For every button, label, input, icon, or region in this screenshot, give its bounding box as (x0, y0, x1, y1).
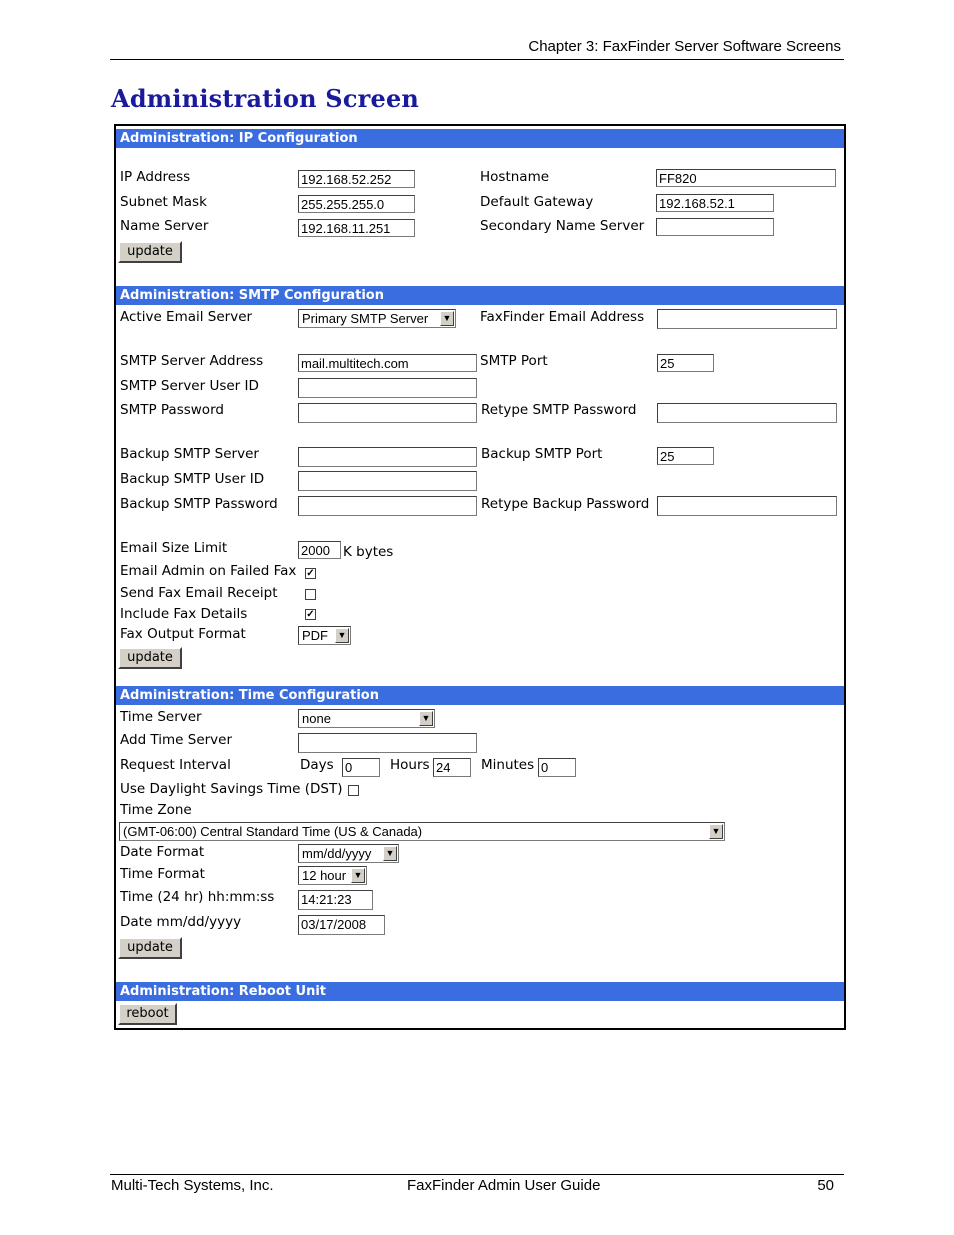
chevron-down-icon: ▼ (419, 711, 433, 726)
faxfinder-email-input[interactable] (657, 309, 837, 329)
hours-input[interactable]: 24 (433, 758, 471, 777)
subnet-mask-input[interactable]: 255.255.255.0 (298, 195, 415, 213)
active-email-server-value: Primary SMTP Server (302, 311, 429, 326)
smtp-user-id-input[interactable] (298, 378, 477, 398)
backup-smtp-password-label: Backup SMTP Password (120, 496, 278, 512)
time-server-value: none (302, 711, 331, 726)
fax-output-format-value: PDF (302, 628, 328, 643)
add-time-server-label: Add Time Server (120, 732, 233, 748)
date-format-label: Date Format (120, 844, 205, 860)
chevron-down-icon: ▼ (440, 311, 454, 326)
footer-page-number: 50 (817, 1177, 834, 1194)
backup-smtp-user-id-input[interactable] (298, 471, 477, 491)
name-server-input[interactable]: 192.168.11.251 (298, 219, 415, 237)
backup-smtp-port-input[interactable]: 25 (657, 447, 714, 465)
time-format-value: 12 hour (302, 868, 347, 883)
date-format-value: mm/dd/yyyy (302, 846, 372, 861)
backup-smtp-server-input[interactable] (298, 447, 477, 467)
default-gateway-input[interactable]: 192.168.52.1 (656, 194, 774, 212)
send-fax-receipt-checkbox[interactable] (305, 589, 316, 600)
date-format-select[interactable] (298, 844, 399, 863)
email-size-limit-input[interactable]: 2000 (298, 541, 341, 559)
fax-output-format-label: Fax Output Format (120, 626, 246, 642)
email-size-unit: K bytes (343, 544, 394, 560)
smtp-port-input[interactable]: 25 (657, 354, 714, 372)
secondary-name-server-input[interactable] (656, 218, 774, 236)
request-interval-label: Request Interval (120, 757, 231, 773)
active-email-server-label: Active Email Server (120, 309, 253, 325)
footer-company: Multi-Tech Systems, Inc. (111, 1177, 274, 1194)
backup-smtp-user-id-label: Backup SMTP User ID (120, 471, 265, 487)
fax-output-format-select[interactable] (298, 626, 351, 645)
days-label: Days (300, 757, 334, 773)
smtp-user-id-label: SMTP Server User ID (120, 378, 259, 394)
ip-address-input[interactable]: 192.168.52.252 (298, 170, 415, 188)
backup-smtp-server-label: Backup SMTP Server (120, 446, 259, 462)
reboot-bar: Administration: Reboot Unit (116, 982, 844, 1001)
time-update-button[interactable]: update (118, 937, 182, 959)
time-zone-label: Time Zone (120, 802, 192, 818)
footer-guide: FaxFinder Admin User Guide (407, 1177, 601, 1194)
smtp-password-label: SMTP Password (120, 402, 224, 418)
time-format-select[interactable] (298, 866, 367, 885)
time-config-bar: Administration: Time Configuration (116, 686, 844, 705)
footer-rule (110, 1174, 844, 1175)
time-server-select[interactable] (298, 709, 435, 728)
ip-address-label: IP Address (120, 169, 191, 185)
active-email-server-select[interactable] (298, 309, 456, 328)
chevron-down-icon: ▼ (335, 628, 349, 643)
minutes-input[interactable]: 0 (538, 758, 576, 777)
chevron-down-icon: ▼ (351, 868, 365, 883)
faxfinder-email-label: FaxFinder Email Address (480, 309, 645, 325)
dst-checkbox[interactable] (348, 785, 359, 796)
time-server-label: Time Server (120, 709, 202, 725)
subnet-mask-label: Subnet Mask (120, 194, 207, 210)
ip-update-button[interactable]: update (118, 241, 182, 263)
time-zone-select[interactable] (119, 822, 725, 841)
page-title: Administration Screen (111, 84, 420, 113)
smtp-server-address-input[interactable]: mail.multitech.com (298, 354, 477, 372)
retype-backup-password-input[interactable] (657, 496, 837, 516)
dst-label: Use Daylight Savings Time (DST) (120, 781, 343, 797)
time-format-label: Time Format (120, 866, 205, 882)
secondary-name-server-label: Secondary Name Server (480, 218, 645, 234)
retype-backup-password-label: Retype Backup Password (481, 496, 650, 512)
minutes-label: Minutes (481, 757, 535, 773)
chapter-header: Chapter 3: FaxFinder Server Software Screens (528, 38, 841, 55)
smtp-update-button[interactable]: update (118, 647, 182, 669)
time-input[interactable]: 14:21:23 (298, 890, 373, 910)
backup-smtp-port-label: Backup SMTP Port (481, 446, 603, 462)
send-fax-receipt-label: Send Fax Email Receipt (120, 585, 278, 601)
include-fax-details-checkbox[interactable]: ✓ (306, 609, 315, 620)
date-input[interactable]: 03/17/2008 (298, 915, 385, 935)
default-gateway-label: Default Gateway (480, 194, 594, 210)
retype-smtp-password-input[interactable] (657, 403, 837, 423)
smtp-port-label: SMTP Port (480, 353, 548, 369)
backup-smtp-password-input[interactable] (298, 496, 477, 516)
time-label: Time (24 hr) hh:mm:ss (120, 889, 275, 905)
email-size-limit-label: Email Size Limit (120, 540, 228, 556)
add-time-server-input[interactable] (298, 733, 477, 753)
name-server-label: Name Server (120, 218, 209, 234)
email-admin-failed-label: Email Admin on Failed Fax (120, 563, 297, 579)
ip-config-bar: Administration: IP Configuration (116, 129, 844, 148)
chevron-down-icon: ▼ (383, 846, 397, 861)
include-fax-details-label: Include Fax Details (120, 606, 248, 622)
chevron-down-icon: ▼ (709, 824, 723, 839)
hostname-input[interactable]: FF820 (656, 169, 836, 187)
hostname-label: Hostname (480, 169, 550, 185)
hours-label: Hours (390, 757, 430, 773)
email-admin-failed-checkbox[interactable]: ✓ (306, 568, 315, 579)
days-input[interactable]: 0 (342, 758, 380, 777)
header-rule (110, 59, 844, 60)
time-zone-value: (GMT-06:00) Central Standard Time (US & Canada) (123, 824, 423, 839)
date-label: Date mm/dd/yyyy (120, 914, 242, 930)
smtp-password-input[interactable] (298, 403, 477, 423)
smtp-config-bar: Administration: SMTP Configuration (116, 286, 844, 305)
admin-panel (114, 124, 846, 1030)
reboot-button[interactable]: reboot (118, 1003, 177, 1025)
smtp-server-address-label: SMTP Server Address (120, 353, 264, 369)
retype-smtp-password-label: Retype SMTP Password (481, 402, 637, 418)
